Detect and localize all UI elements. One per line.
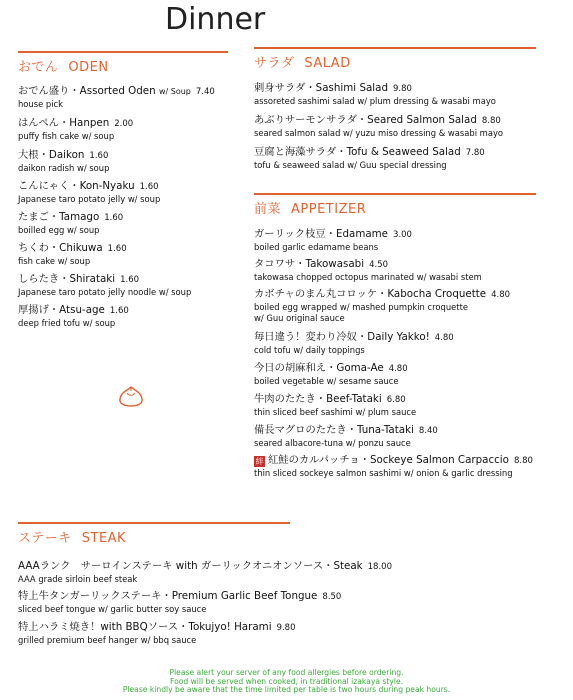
item-name: 豆腐と海藻サラダ・Tofu & Seaweed Salad (254, 146, 461, 158)
item-note: w/ Soup (158, 87, 191, 96)
item-desc: assoreted sashimi salad w/ plum dressing & wasabi mayo (254, 96, 496, 106)
item-name: 厚揚げ・Atsu-age (18, 304, 105, 316)
item-price: 4.80 (388, 364, 408, 374)
item-price: 3.00 (393, 230, 412, 240)
menu-item (18, 590, 342, 621)
section-title (254, 55, 536, 73)
section-title-en: ODEN (68, 60, 109, 75)
item-desc: boiled garlic edamame beans (254, 242, 379, 252)
section-title-en: APPETIZER (291, 202, 367, 217)
section-title (18, 530, 290, 548)
item-name: ガーリック枝豆・Edamame (254, 228, 389, 240)
item-name: はんぺん・Hanpen (18, 117, 110, 129)
section-rule (18, 51, 228, 53)
item-name: 特上ハラミ焼き！with BBQソース・Tokujyo! Harami (18, 621, 272, 633)
item-name: 毎日違う！変わり冷奴・Daily Yakko! (254, 331, 430, 343)
item-price: 8.50 (322, 592, 342, 602)
item-name: AAAランク サーロインステーキ with ガーリックオニオンソース・Steak (18, 560, 363, 572)
footer-notice (0, 669, 573, 695)
oden-list (18, 85, 228, 335)
salad-list (254, 82, 536, 178)
item-desc: Japanese taro potato jelly w/ soup (18, 194, 161, 204)
menu-item (18, 117, 228, 149)
section-rule (254, 193, 536, 195)
item-price: 8.80 (513, 456, 533, 466)
item-name: 牛肉のたたき・Beef-Tataki (254, 393, 382, 405)
footer-line: Food will be served when cooked, in traditional izakaya style. (169, 676, 404, 686)
item-price: 4.80 (491, 290, 511, 300)
steak-section (18, 522, 392, 651)
page-title: Dinner (165, 2, 266, 37)
footer-line: Please kindly be aware that the time limited per table is two hours during peak hours. (122, 685, 451, 695)
menu-item (18, 621, 296, 651)
item-price: 18.00 (367, 562, 392, 572)
item-name: こんにゃく・Kon-Nyaku (18, 180, 135, 192)
item-desc-2: w/ Guu original sauce (254, 313, 345, 323)
steamed-bun-icon (117, 384, 145, 412)
item-name: ちくわ・Chikuwa (18, 242, 103, 254)
item-desc: takowasa chopped octopus marinated w/ wasabi stem (254, 272, 482, 282)
menu-item (254, 454, 536, 484)
item-price: 7.80 (465, 148, 485, 158)
house-special-badge: 絆 (255, 457, 264, 466)
menu-item (18, 242, 228, 273)
item-price: 1.60 (107, 244, 127, 254)
menu-item (18, 85, 228, 117)
item-desc: grilled premium beef hanger w/ bbq sauce (18, 635, 197, 645)
menu-item (254, 82, 536, 114)
section-title-jp: おでん (18, 60, 59, 75)
item-name: 備長マグロのたたき・Tuna-Tataki (254, 424, 414, 436)
menu-item (18, 560, 392, 590)
item-price: 1.60 (120, 275, 140, 285)
item-desc: tofu & seaweed salad w/ Guu special dressing (254, 160, 447, 170)
section-title-en: STEAK (81, 531, 127, 546)
menu-item (254, 114, 536, 146)
item-desc: puffy fish cake w/ soup (18, 131, 115, 141)
item-desc: seared salmon salad w/ yuzu miso dressing & wasabi mayo (254, 128, 504, 138)
salad-section (254, 47, 536, 178)
item-price: 7.40 (195, 87, 215, 97)
menu-item (254, 258, 536, 288)
item-name: しらたき・Shirataki (18, 273, 116, 285)
section-title (18, 59, 228, 77)
item-name: 紅鮭のカルパッチョ・Sockeye Salmon Carpaccio (268, 454, 509, 466)
item-name: タコワサ・Takowasabi (254, 258, 365, 270)
item-desc: fish cake w/ soup (18, 256, 91, 266)
menu-item (18, 211, 228, 242)
menu-item (254, 362, 536, 393)
section-title-jp: ステーキ (18, 531, 72, 546)
item-desc: boiled vegetable w/ sesame sauce (254, 376, 399, 386)
item-desc: boiled egg wrapped w/ mashed pumpkin croquette (254, 302, 469, 312)
steak-list (18, 560, 392, 651)
item-name: おでん盛り・Assorted Oden (18, 85, 156, 97)
menu-item (254, 393, 536, 424)
item-name: 大根・Daikon (18, 149, 85, 161)
item-desc: thin sliced sockeye salmon sashimi w/ onion & garlic dressing (254, 468, 513, 478)
item-desc: sliced beef tongue w/ garlic butter soy sauce (18, 604, 207, 614)
item-name: たまご・Tamago (18, 211, 100, 223)
item-price: 6.80 (386, 395, 406, 405)
section-title (254, 201, 536, 219)
item-price: 1.60 (104, 213, 124, 223)
menu-item (254, 424, 536, 454)
section-title-en: SALAD (304, 56, 351, 71)
item-price: 2.00 (114, 119, 134, 129)
item-desc: cold tofu w/ daily toppings (254, 345, 365, 355)
item-price: 9.80 (393, 84, 412, 94)
oden-section (18, 51, 228, 335)
section-rule (254, 47, 536, 49)
appetizer-section (254, 193, 536, 484)
footer-line: Please alert your server of any food allergies before ordering. (169, 668, 404, 677)
item-desc: Japanese taro potato jelly noodle w/ soup (18, 287, 192, 297)
item-price: 1.60 (109, 306, 129, 316)
item-name: カボチャのまん丸コロッケ・Kabocha Croquette (254, 288, 487, 300)
item-name: 今日の胡麻和え・Goma-Ae (254, 362, 384, 374)
item-name: 刺身サラダ・Sashimi Salad (254, 82, 388, 94)
menu-item (18, 273, 228, 304)
menu-item (18, 180, 228, 211)
item-desc: seared albacore-tuna w/ ponzu sauce (254, 438, 411, 448)
item-desc: deep fried tofu w/ soup (18, 318, 116, 328)
item-price: 1.60 (139, 182, 159, 192)
item-desc: daikon radish w/ soup (18, 163, 110, 173)
item-price: 8.40 (418, 426, 438, 436)
item-price: 1.60 (89, 151, 109, 161)
item-price: 4.50 (369, 260, 389, 270)
item-price: 9.80 (276, 623, 296, 633)
section-rule (18, 522, 290, 524)
menu-item (254, 228, 536, 258)
item-desc: house pick (18, 99, 64, 109)
menu-item (18, 149, 228, 180)
menu-item (254, 331, 536, 362)
menu-item (254, 146, 536, 178)
section-title-jp: サラダ (254, 56, 295, 71)
item-desc: thin sliced beef sashimi w/ plum sauce (254, 407, 417, 417)
item-name: 特上牛タンガーリックステーキ・Premium Garlic Beef Tongue (18, 590, 318, 602)
item-price: 8.80 (481, 116, 501, 126)
appetizer-list (254, 228, 536, 484)
section-title-jp: 前菜 (254, 202, 282, 217)
menu-item (18, 304, 228, 335)
menu-item (254, 288, 536, 331)
item-price: 4.80 (434, 333, 454, 343)
item-name: あぶりサーモンサラダ・Seared Salmon Salad (254, 114, 477, 126)
item-desc: AAA grade sirloin beef steak (18, 574, 138, 584)
item-desc: boilled egg w/ soup (18, 225, 100, 235)
